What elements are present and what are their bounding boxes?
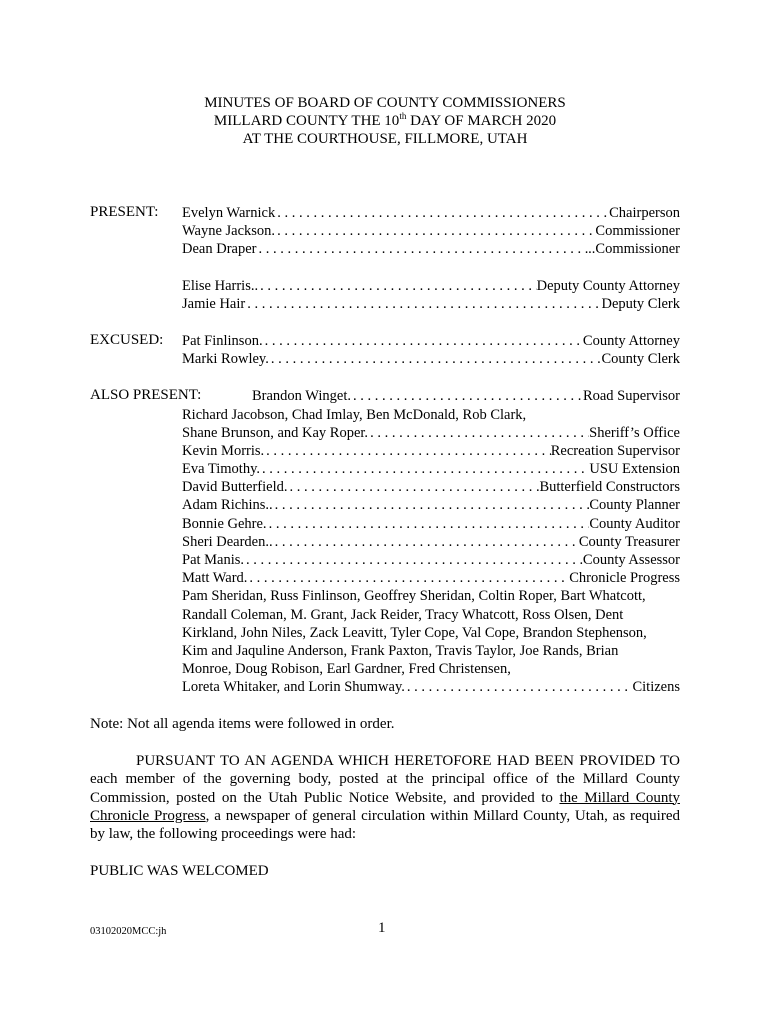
attendee-title: Recreation Supervisor — [550, 442, 680, 459]
attendee-title: Deputy County Attorney — [536, 278, 680, 294]
attendee-row — [252, 387, 680, 405]
dot-leader — [263, 332, 583, 350]
attendee-name: Kevin Morris. — [182, 442, 265, 459]
attendee-name: Marki Rowley. — [182, 351, 269, 368]
page-number: 1 — [378, 920, 386, 936]
attendee-title: Deputy Clerk — [601, 296, 680, 313]
attendee-name: David Butterfield. — [182, 479, 288, 496]
excused-label: EXCUSED: — [90, 332, 164, 348]
header-line-2-superscript: th — [399, 111, 407, 121]
attendee-title: ..Commissioner — [588, 241, 680, 258]
attendee-row — [182, 277, 680, 295]
attendee-name: Bonnie Gehre. — [182, 515, 267, 532]
header-line-3: AT THE COURTHOUSE, FILLMORE, UTAH — [242, 131, 528, 147]
attendee-title: Chairperson — [609, 205, 680, 221]
attendee-title: Butterfield Constructors — [539, 479, 680, 496]
attendee-row — [182, 496, 680, 514]
dot-leader — [351, 387, 583, 405]
attendee-row — [182, 204, 680, 222]
pursuant-paragraph — [90, 752, 680, 843]
attendee-name: Sheri Dearden.. — [182, 533, 273, 550]
attendee-name: Wayne Jackson. — [182, 223, 276, 240]
attendee-row — [182, 515, 680, 533]
attendee-title: County Attorney — [582, 333, 680, 349]
attendee-name: Elise Harris.. — [182, 278, 259, 294]
also-present-label: ALSO PRESENT: — [90, 387, 202, 403]
present-group-1 — [182, 204, 680, 259]
section-heading-public-welcomed: PUBLIC WAS WELCOMED — [90, 863, 269, 879]
attendee-name: Evelyn Warnick — [182, 205, 276, 221]
attendee-row — [182, 478, 680, 496]
dot-leader — [269, 350, 602, 368]
also-present-first — [252, 387, 680, 405]
dot-leader — [245, 295, 601, 313]
dot-leader — [405, 678, 633, 696]
dot-leader — [256, 240, 588, 258]
attendee-name: Brandon Winget. — [252, 388, 352, 404]
footer-document-code: 03102020MCC:jh — [90, 926, 167, 937]
attendee-row — [182, 424, 680, 442]
attendee-name: Matt Ward. — [182, 570, 248, 587]
present-label: PRESENT: — [90, 204, 159, 220]
dot-leader — [247, 569, 569, 587]
citizen-names-line: Pam Sheridan, Russ Finlinson, Geoffrey Sheridan, Coltin Roper, Bart Whatcott, — [182, 588, 646, 605]
dot-leader — [275, 204, 609, 222]
attendee-row — [182, 332, 680, 350]
attendee-row — [182, 295, 680, 313]
attendee-names-line: Richard Jacobson, Chad Imlay, Ben McDonald, Rob Clark, — [182, 406, 527, 423]
attendee-row — [182, 240, 680, 258]
newspaper-name: the Millard County Chronicle Progress — [90, 789, 680, 824]
attendee-row — [182, 569, 680, 587]
attendee-title: Road Supervisor — [582, 388, 680, 404]
attendee-title: County Treasurer — [578, 533, 680, 550]
attendee-title: County Auditor — [589, 515, 680, 532]
citizen-names-line: Kim and Jaquline Anderson, Frank Paxton, Travis Taylor, Joe Rands, Brian — [182, 642, 619, 659]
dot-leader — [267, 515, 590, 533]
dot-leader — [288, 478, 540, 496]
attendee-row — [182, 551, 680, 569]
attendee-row — [182, 442, 680, 460]
dot-leader — [273, 533, 579, 551]
attendee-name: Shane Brunson, and Kay Roper. — [182, 424, 369, 441]
attendee-row — [182, 460, 680, 478]
dot-leader — [264, 442, 551, 460]
attendee-title: Sheriff’s Office — [589, 424, 680, 441]
attendee-name: Dean Draper — [182, 241, 257, 258]
attendee-title: Chronicle Progress — [569, 570, 680, 587]
attendee-name: Pat Finlinson. — [182, 333, 263, 349]
attendee-title: County Planner — [589, 497, 680, 514]
document-header — [0, 94, 770, 148]
attendee-name: Pat Manis. — [182, 552, 245, 568]
excused-group — [182, 332, 680, 368]
agenda-note: Note: Not all agenda items were followed in order. — [90, 716, 395, 732]
dot-leader — [260, 460, 589, 478]
citizen-names-line: Kirkland, John Niles, Zack Leavitt, Tyler Cope, Val Cope, Brandon Stephenson, — [182, 624, 647, 641]
header-line-2-rest: DAY OF MARCH 2020 — [406, 113, 557, 129]
dot-leader — [275, 222, 595, 240]
attendee-name: Jamie Hair — [182, 296, 246, 313]
dot-leader — [258, 277, 537, 295]
dot-leader — [368, 424, 589, 442]
citizen-names-line: Randall Coleman, M. Grant, Jack Reider, Tracy Whatcott, Ross Olsen, Dent — [182, 606, 624, 623]
header-line-2 — [0, 112, 770, 130]
attendee-row — [182, 533, 680, 551]
attendee-name: Adam Richins.. — [182, 497, 273, 514]
attendee-title: County Clerk — [601, 351, 680, 368]
attendee-title: County Assessor — [582, 552, 680, 568]
header-line-1: MINUTES OF BOARD OF COUNTY COMMISSIONERS — [204, 95, 566, 111]
dot-leader — [244, 551, 583, 569]
present-group-2 — [182, 277, 680, 313]
attendee-row — [182, 350, 680, 368]
attendee-title: Citizens — [632, 679, 680, 696]
attendee-title: Commissioner — [595, 223, 680, 240]
paragraph-text-2: , a newspaper of general circulation within Millard County, Utah, as required by law, the following proceedings were had: — [90, 807, 680, 843]
paragraph-text-1: PURSUANT TO AN AGENDA WHICH HERETOFORE HAD BEEN PROVIDED TO each member of the governing body, posted at the principal office of the Millard County Commission, posted on the Utah Public Notice Website, and provided to — [90, 753, 680, 806]
attendee-title: USU Extension — [589, 461, 680, 478]
attendee-row — [182, 222, 680, 240]
dot-leader — [273, 496, 590, 514]
header-line-2-text: MILLARD COUNTY THE 10 — [213, 113, 400, 129]
attendee-row — [182, 678, 680, 696]
attendee-name: Eva Timothy. — [182, 461, 261, 478]
citizen-names-line: Monroe, Doug Robison, Earl Gardner, Fred Christensen, — [182, 661, 511, 678]
also-present-group — [182, 406, 680, 697]
attendee-name: Loreta Whitaker, and Lorin Shumway. — [182, 679, 405, 696]
